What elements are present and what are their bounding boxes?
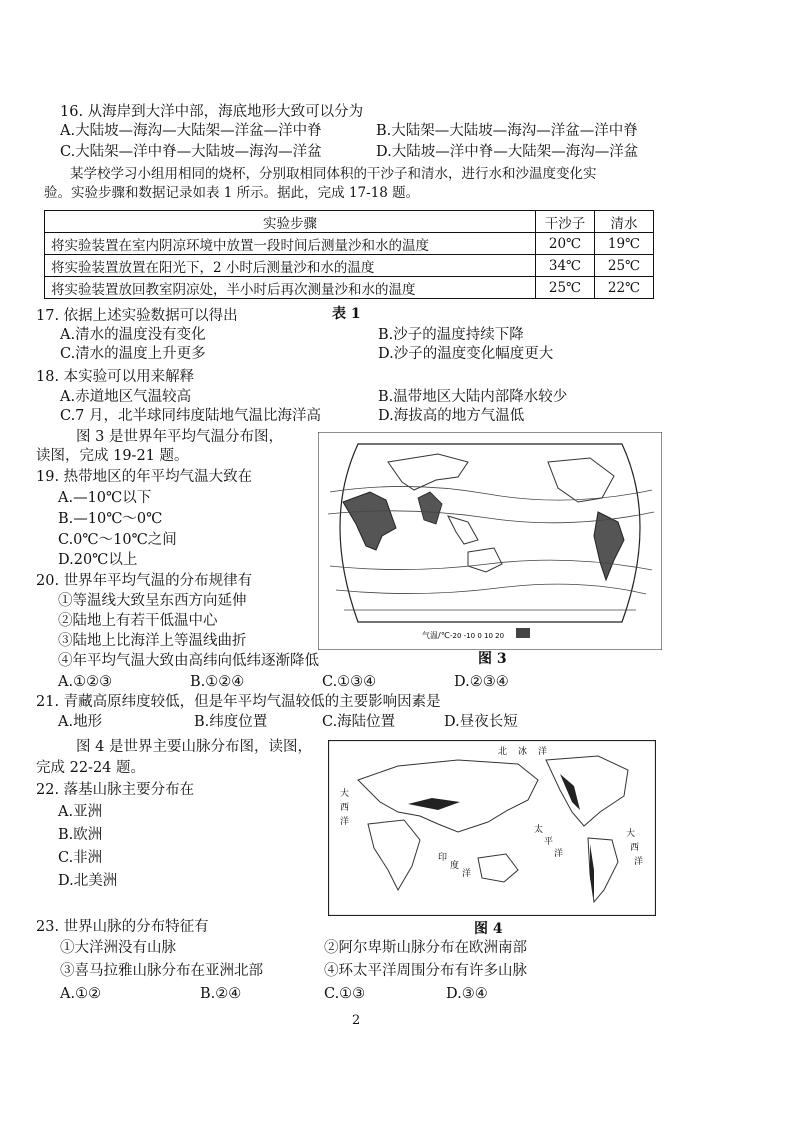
table-cell: 34℃ <box>536 255 595 277</box>
table-cell: 将实验装置放置在阳光下，2 小时后测量沙和水的温度 <box>45 255 536 277</box>
q21-option-d: D.昼夜长短 <box>444 714 518 730</box>
map-label: 西 <box>630 843 640 853</box>
map-label: 西 <box>340 803 350 813</box>
q23-stem: 23. 世界山脉的分布特征有 <box>36 919 209 935</box>
q20-option-d: D.②③④ <box>454 674 509 690</box>
table-row <box>45 233 654 255</box>
q20-statement-2: ②陆地上有若干低温中心 <box>58 613 218 629</box>
table-cell: 将实验装置在室内阴凉环境中放置一段时间后测量沙和水的温度 <box>45 233 536 255</box>
table-caption: 表 1 <box>332 306 361 322</box>
map-label: 大 <box>340 789 350 799</box>
q20-option-a: A.①②③ <box>58 674 113 690</box>
q20-statement-1: ①等温线大致呈东西方向延伸 <box>58 593 247 609</box>
q18-option-a: A.赤道地区气温较高 <box>60 389 192 405</box>
map-legend-swatch <box>516 628 530 638</box>
q21-option-a: A.地形 <box>58 714 103 730</box>
map-legend-label: 气温/℃ <box>422 631 450 640</box>
q20-option-b: B.①②④ <box>190 674 245 690</box>
q16-option-a: A.大陆坡—海沟—大陆架—洋盆—洋中脊 <box>60 123 322 139</box>
map-label: 印 <box>438 853 448 863</box>
intro-22-line2: 完成 22-24 题。 <box>36 760 146 776</box>
q18-stem: 18. 本实验可以用来解释 <box>36 369 195 385</box>
table-row <box>45 277 654 299</box>
q20-statement-4: ④年平均气温大致由高纬向低纬逐渐降低 <box>58 653 319 669</box>
table-cell: 25℃ <box>595 255 654 277</box>
q19-option-c: C.0℃～10℃之间 <box>58 532 177 548</box>
map-label: 平 <box>544 837 554 847</box>
intro-19-line2: 读图，完成 19-21 题。 <box>36 448 189 464</box>
q23-option-c: C.①③ <box>324 986 366 1002</box>
table-row <box>45 255 654 277</box>
figure-3-caption: 图 3 <box>478 651 507 667</box>
q23-statement-3: ③喜马拉雅山脉分布在亚洲北部 <box>60 963 263 979</box>
map-label: 洋 <box>340 817 350 827</box>
q23-option-b: B.②④ <box>200 986 242 1002</box>
map-label: 洋 <box>634 857 644 867</box>
q17-option-d: D.沙子的温度变化幅度更大 <box>378 346 554 362</box>
q16-option-c: C.大陆架—洋中脊—大陆坡—海沟—洋盆 <box>60 144 322 160</box>
map-label: 冰 <box>518 747 528 757</box>
q20-option-c: C.①③④ <box>322 674 377 690</box>
intro-17-line2: 验。实验步骤和数据记录如表 1 所示。据此，完成 17-18 题。 <box>44 185 420 201</box>
q22-option-c: C.非洲 <box>58 850 103 866</box>
q22-option-b: B.欧洲 <box>58 827 103 843</box>
q23-statement-1: ①大洋洲没有山脉 <box>60 940 176 956</box>
map-label: 洋 <box>538 747 548 757</box>
table-header-row <box>45 211 654 233</box>
q19-option-d: D.20℃以上 <box>58 552 138 568</box>
intro-22-line1: 图 4 是世界主要山脉分布图，读图， <box>76 739 312 755</box>
page-number: 2 <box>352 1013 361 1028</box>
map-label: 北 <box>498 747 508 757</box>
map-label: 洋 <box>462 869 472 879</box>
table-header: 实验步骤 <box>45 211 536 233</box>
q23-statement-2: ②阿尔卑斯山脉分布在欧洲南部 <box>324 940 527 956</box>
map-legend-ticks: -20 -10 0 10 20 <box>450 632 505 640</box>
q22-option-d: D.北美洲 <box>58 873 118 889</box>
q19-stem: 19. 热带地区的年平均气温大致在 <box>36 469 253 485</box>
q23-option-a: A.①② <box>60 986 102 1002</box>
q18-option-d: D.海拔高的地方气温低 <box>378 408 525 424</box>
table-header: 清水 <box>595 211 654 233</box>
q17-option-c: C.清水的温度上升更多 <box>60 346 206 362</box>
q17-option-a: A.清水的温度没有变化 <box>60 327 206 343</box>
q21-stem: 21. 青藏高原纬度较低，但是年平均气温较低的主要影响因素是 <box>36 694 441 710</box>
table-cell: 将实验装置放回教室阴凉处，半小时后再次测量沙和水的温度 <box>45 277 536 299</box>
q20-stem: 20. 世界年平均气温的分布规律有 <box>36 573 253 589</box>
table-cell: 20℃ <box>536 233 595 255</box>
q16-stem: 16. 从海岸到大洋中部，海底地形大致可以分为 <box>60 104 364 120</box>
intro-17-line1: 某学校学习小组用相同的烧杯，分别取相同体积的干沙子和清水，进行水和沙温度变化实 <box>70 166 597 182</box>
map-label: 大 <box>626 829 636 839</box>
q16-option-d: D.大陆坡—洋中脊—大陆架—海沟—洋盆 <box>376 144 639 160</box>
q17-stem: 17. 依据上述实验数据可以得出 <box>36 308 238 324</box>
experiment-table <box>44 210 654 299</box>
table-cell: 22℃ <box>595 277 654 299</box>
q23-statement-4: ④环太平洋周围分布有许多山脉 <box>324 963 527 979</box>
table-cell: 25℃ <box>536 277 595 299</box>
q21-option-b: B.纬度位置 <box>194 714 268 730</box>
q20-statement-3: ③陆地上比海洋上等温线曲折 <box>58 633 247 649</box>
map-label: 洋 <box>554 849 564 859</box>
q22-option-a: A.亚洲 <box>58 804 103 820</box>
q21-option-c: C.海陆位置 <box>322 714 396 730</box>
map-label: 度 <box>450 861 460 871</box>
figure-4-caption: 图 4 <box>474 921 503 937</box>
q17-option-b: B.沙子的温度持续下降 <box>378 327 524 343</box>
table-cell: 19℃ <box>595 233 654 255</box>
q19-option-b: B.—10℃～0℃ <box>58 511 163 527</box>
world-mountain-map <box>328 740 656 916</box>
q23-option-d: D.③④ <box>446 986 488 1002</box>
q18-option-c: C.7 月，北半球同纬度陆地气温比海洋高 <box>60 408 322 424</box>
table-header: 干沙子 <box>536 211 595 233</box>
q19-option-a: A.—10℃以下 <box>58 490 152 506</box>
world-temperature-map <box>318 432 662 650</box>
q18-option-b: B.温带地区大陆内部降水较少 <box>378 389 568 405</box>
intro-19-line1: 图 3 是世界年平均气温分布图， <box>76 429 283 445</box>
q22-stem: 22. 落基山脉主要分布在 <box>36 782 195 798</box>
map-label: 太 <box>534 825 544 835</box>
q16-option-b: B.大陆架—大陆坡—海沟—洋盆—洋中脊 <box>376 123 638 139</box>
